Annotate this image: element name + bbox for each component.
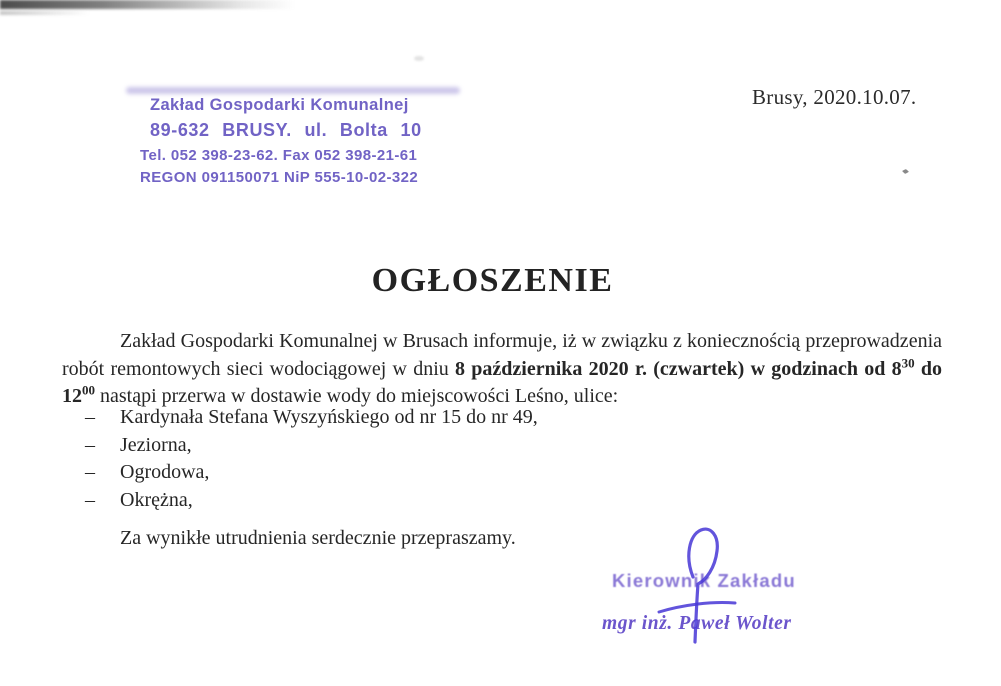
stamp-address: 89-632 BRUSY. ul. Bolta 10 bbox=[150, 120, 422, 140]
signature-name-stamp: mgr inż. Paweł Wolter bbox=[602, 613, 792, 634]
street-name: Kardynała Stefana Wyszyńskiego od nr 15 do nr 49, bbox=[120, 406, 538, 428]
list-item bbox=[62, 434, 942, 462]
closing-apology: Za wynikłe utrudnienia serdecznie przepraszamy. bbox=[120, 527, 516, 549]
signature-role-stamp: Kierownik Zakładu bbox=[612, 570, 796, 591]
list-item bbox=[62, 489, 942, 517]
scan-speck bbox=[414, 56, 424, 61]
scan-edge-artifact bbox=[0, 0, 295, 9]
list-dash: – bbox=[85, 433, 95, 456]
stamp-phone-fax: Tel. 052 398-23-62. Fax 052 398-21-61 bbox=[140, 147, 418, 164]
time-superscript-end: 00 bbox=[82, 382, 95, 398]
announcement-paragraph bbox=[62, 328, 942, 411]
paragraph-bold-time: do 12 bbox=[62, 357, 942, 407]
street-list bbox=[62, 406, 942, 516]
company-stamp bbox=[140, 96, 470, 186]
paragraph-bold-date: 8 października 2020 r. (czwartek) w godzinach od 8 bbox=[455, 357, 902, 380]
document-date: Brusy, 2020.10.07. bbox=[752, 85, 917, 109]
stamp-regon-nip: REGON 091150071 NiP 555-10-02-322 bbox=[140, 169, 419, 186]
list-dash: – bbox=[85, 406, 95, 428]
list-item bbox=[62, 406, 942, 434]
paragraph-text: Zakład Gospodarki Komunalnej w Brusach informuje, iż w związku z koniecznością przeprowadzenia robót remontowych sieci wodociągowej w dniu bbox=[62, 330, 942, 380]
list-item bbox=[62, 461, 942, 489]
stamp-company-name: Zakład Gospodarki Komunalnej bbox=[150, 96, 409, 114]
street-name: Okrężna, bbox=[120, 488, 193, 511]
list-dash: – bbox=[85, 461, 95, 483]
scan-edge-artifact-2 bbox=[0, 11, 90, 15]
stamp-ink-smear bbox=[126, 87, 460, 94]
document-title: OGŁOSZENIE bbox=[371, 262, 614, 299]
list-dash: – bbox=[85, 488, 95, 511]
time-superscript-start: 30 bbox=[901, 354, 915, 370]
handwritten-signature bbox=[640, 525, 760, 655]
paragraph-text-tail: nastąpi przerwa w dostawie wody do miejscowości Leśno, ulice: bbox=[95, 385, 619, 407]
street-name: Jeziorna, bbox=[120, 433, 192, 456]
scan-speck bbox=[902, 169, 909, 174]
street-name: Ogrodowa, bbox=[120, 461, 210, 483]
